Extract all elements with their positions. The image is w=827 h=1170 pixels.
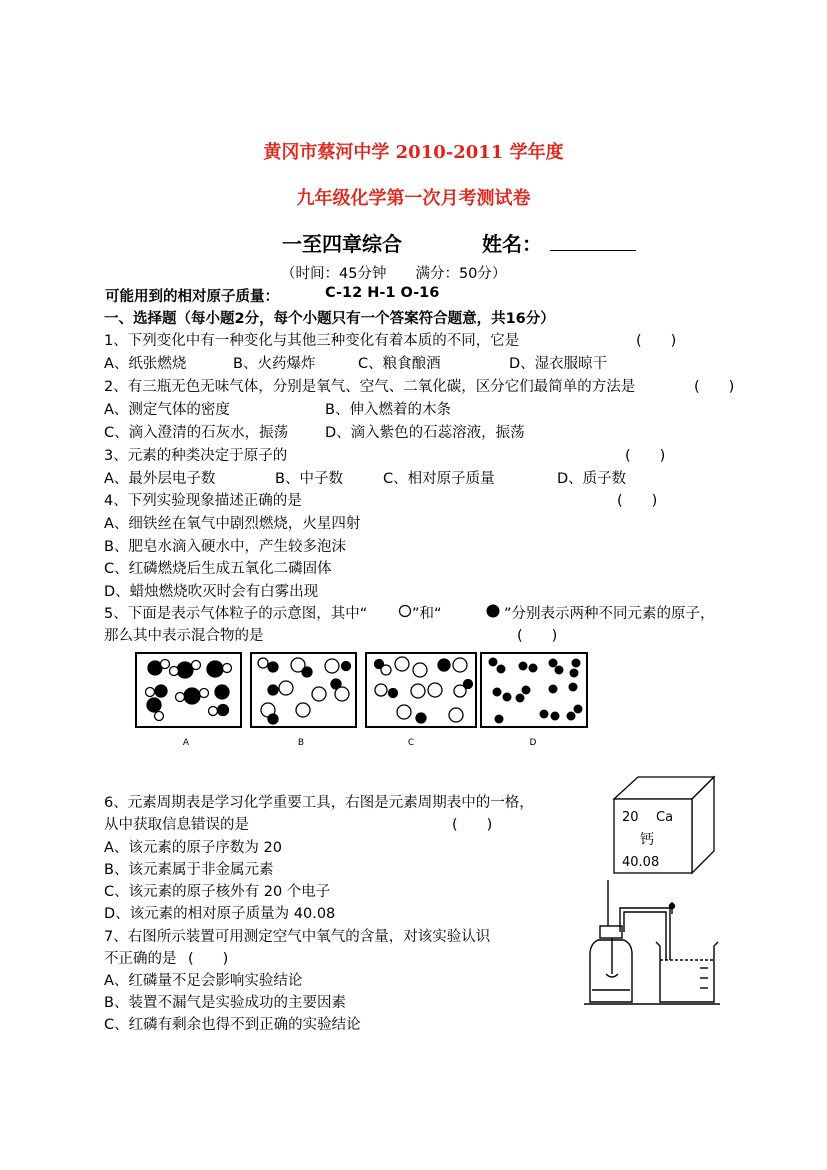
element-name: 钙	[640, 832, 654, 848]
q4-option-d: D、蜡烛燃烧吹灭时会有白雾出现	[104, 584, 319, 600]
section-heading: 一、选择题（每小题2分，每个小题只有一个答案符合题意，共16分）	[104, 311, 555, 327]
q5-stem-part1: 5、下面是表示气体粒子的示意图，其中“	[104, 606, 368, 622]
name-blank[interactable]	[550, 250, 636, 251]
atomic-mass-label: 可能用到的相对原子质量：	[105, 289, 279, 305]
name-label: 姓名：	[482, 232, 542, 256]
q3-stem: 3、元素的种类决定于原子的	[104, 448, 288, 464]
q7-stem-line1: 7、右图所示装置可用测定空气中氧气的含量，对该实验认识	[104, 929, 491, 945]
q3-option-a: A、最外层电子数	[104, 471, 216, 487]
q3-option-c: C、相对原子质量	[383, 471, 495, 487]
q6-stem-line2: 从中获取信息错误的是	[104, 817, 249, 833]
q4-option-b: B、肥皂水滴入硬水中，产生较多泡沫	[104, 539, 346, 555]
q7-option-b: B、装置不漏气是实验成功的主要因素	[104, 995, 346, 1011]
q6-stem-line1: 6、元素周期表是学习化学重要工具，右图是元素周期表中的一格，	[104, 795, 534, 811]
q1-option-d: D、湿衣服晾干	[509, 356, 608, 372]
q7-stem-line2: 不正确的是	[104, 951, 177, 967]
q3-option-d: D、质子数	[557, 471, 627, 487]
element-cell	[608, 773, 718, 879]
q6-answer-paren: ( )	[452, 817, 493, 833]
q1-option-c: C、粮食酿酒	[358, 356, 441, 372]
q4-option-c: C、红磷燃烧后生成五氧化二磷固体	[104, 561, 332, 577]
q5-stem-part3: ”分别表示两种不同元素的原子，	[504, 606, 715, 622]
q1-option-a: A、纸张燃烧	[104, 356, 187, 372]
diagram-label-a: A	[182, 738, 190, 748]
diagram-label-b: B	[297, 738, 305, 748]
q2-option-d: D、滴入紫色的石蕊溶液，振荡	[325, 425, 525, 441]
black-atom-icon	[484, 601, 502, 619]
oxygen-apparatus-diagram	[580, 878, 725, 1008]
time-info: （时间：45分钟 满分：50分）	[281, 266, 507, 282]
q5-stem-line2: 那么其中表示混合物的是	[104, 628, 264, 644]
exam-subtitle: 九年级化学第一次月考测试卷	[296, 188, 531, 209]
q6-option-c: C、该元素的原子核外有 20 个电子	[104, 884, 331, 900]
q7-option-a: A、红磷量不足会影响实验结论	[104, 973, 303, 989]
q6-option-d: D、该元素的相对原子质量为 40.08	[104, 906, 336, 922]
q2-stem: 2、有三瓶无色无味气体，分别是氧气、空气、二氧化碳，区分它们最简单的方法是	[104, 379, 636, 395]
white-atom-icon	[397, 601, 413, 619]
element-mass: 40.08	[622, 855, 660, 870]
q2-answer-paren: ( )	[694, 379, 735, 395]
atomic-mass-values: C-12 H-1 O-16	[325, 285, 440, 301]
q2-option-c: C、滴入澄清的石灰水，振荡	[104, 425, 289, 441]
q5-stem-part2: ”和“	[412, 606, 442, 622]
q4-stem: 4、下列实验现象描述正确的是	[104, 493, 302, 509]
q7-option-c: C、红磷有剩余也得不到正确的实验结论	[104, 1017, 361, 1033]
q3-answer-paren: ( )	[625, 448, 666, 464]
q4-option-a: A、细铁丝在氧气中剧烈燃烧，火星四射	[104, 516, 361, 532]
q3-option-b: B、中子数	[275, 471, 343, 487]
q7-answer-paren: ( )	[188, 951, 229, 967]
diagram-label-d: D	[529, 738, 537, 748]
q2-option-b: B、伸入燃着的木条	[325, 402, 451, 418]
q4-answer-paren: ( )	[617, 493, 658, 509]
q2-option-a: A、测定气体的密度	[104, 402, 230, 418]
diagram-label-c: C	[407, 738, 415, 748]
particle-diagrams	[130, 648, 590, 754]
chapter-label: 一至四章综合	[282, 232, 402, 256]
q6-option-b: B、该元素属于非金属元素	[104, 862, 274, 878]
q1-option-b: B、火药爆炸	[233, 356, 316, 372]
exam-title: 黄冈市蔡河中学 2010-2011 学年度	[263, 142, 564, 163]
q6-option-a: A、该元素的原子序数为 20	[104, 840, 282, 856]
q1-stem: 1、下列变化中有一种变化与其他三种变化有着本质的不同，它是	[104, 333, 520, 349]
element-symbol: Ca	[656, 810, 674, 825]
q1-answer-paren: ( )	[636, 333, 677, 349]
q5-answer-paren: ( )	[517, 628, 558, 644]
element-number: 20	[622, 810, 639, 825]
